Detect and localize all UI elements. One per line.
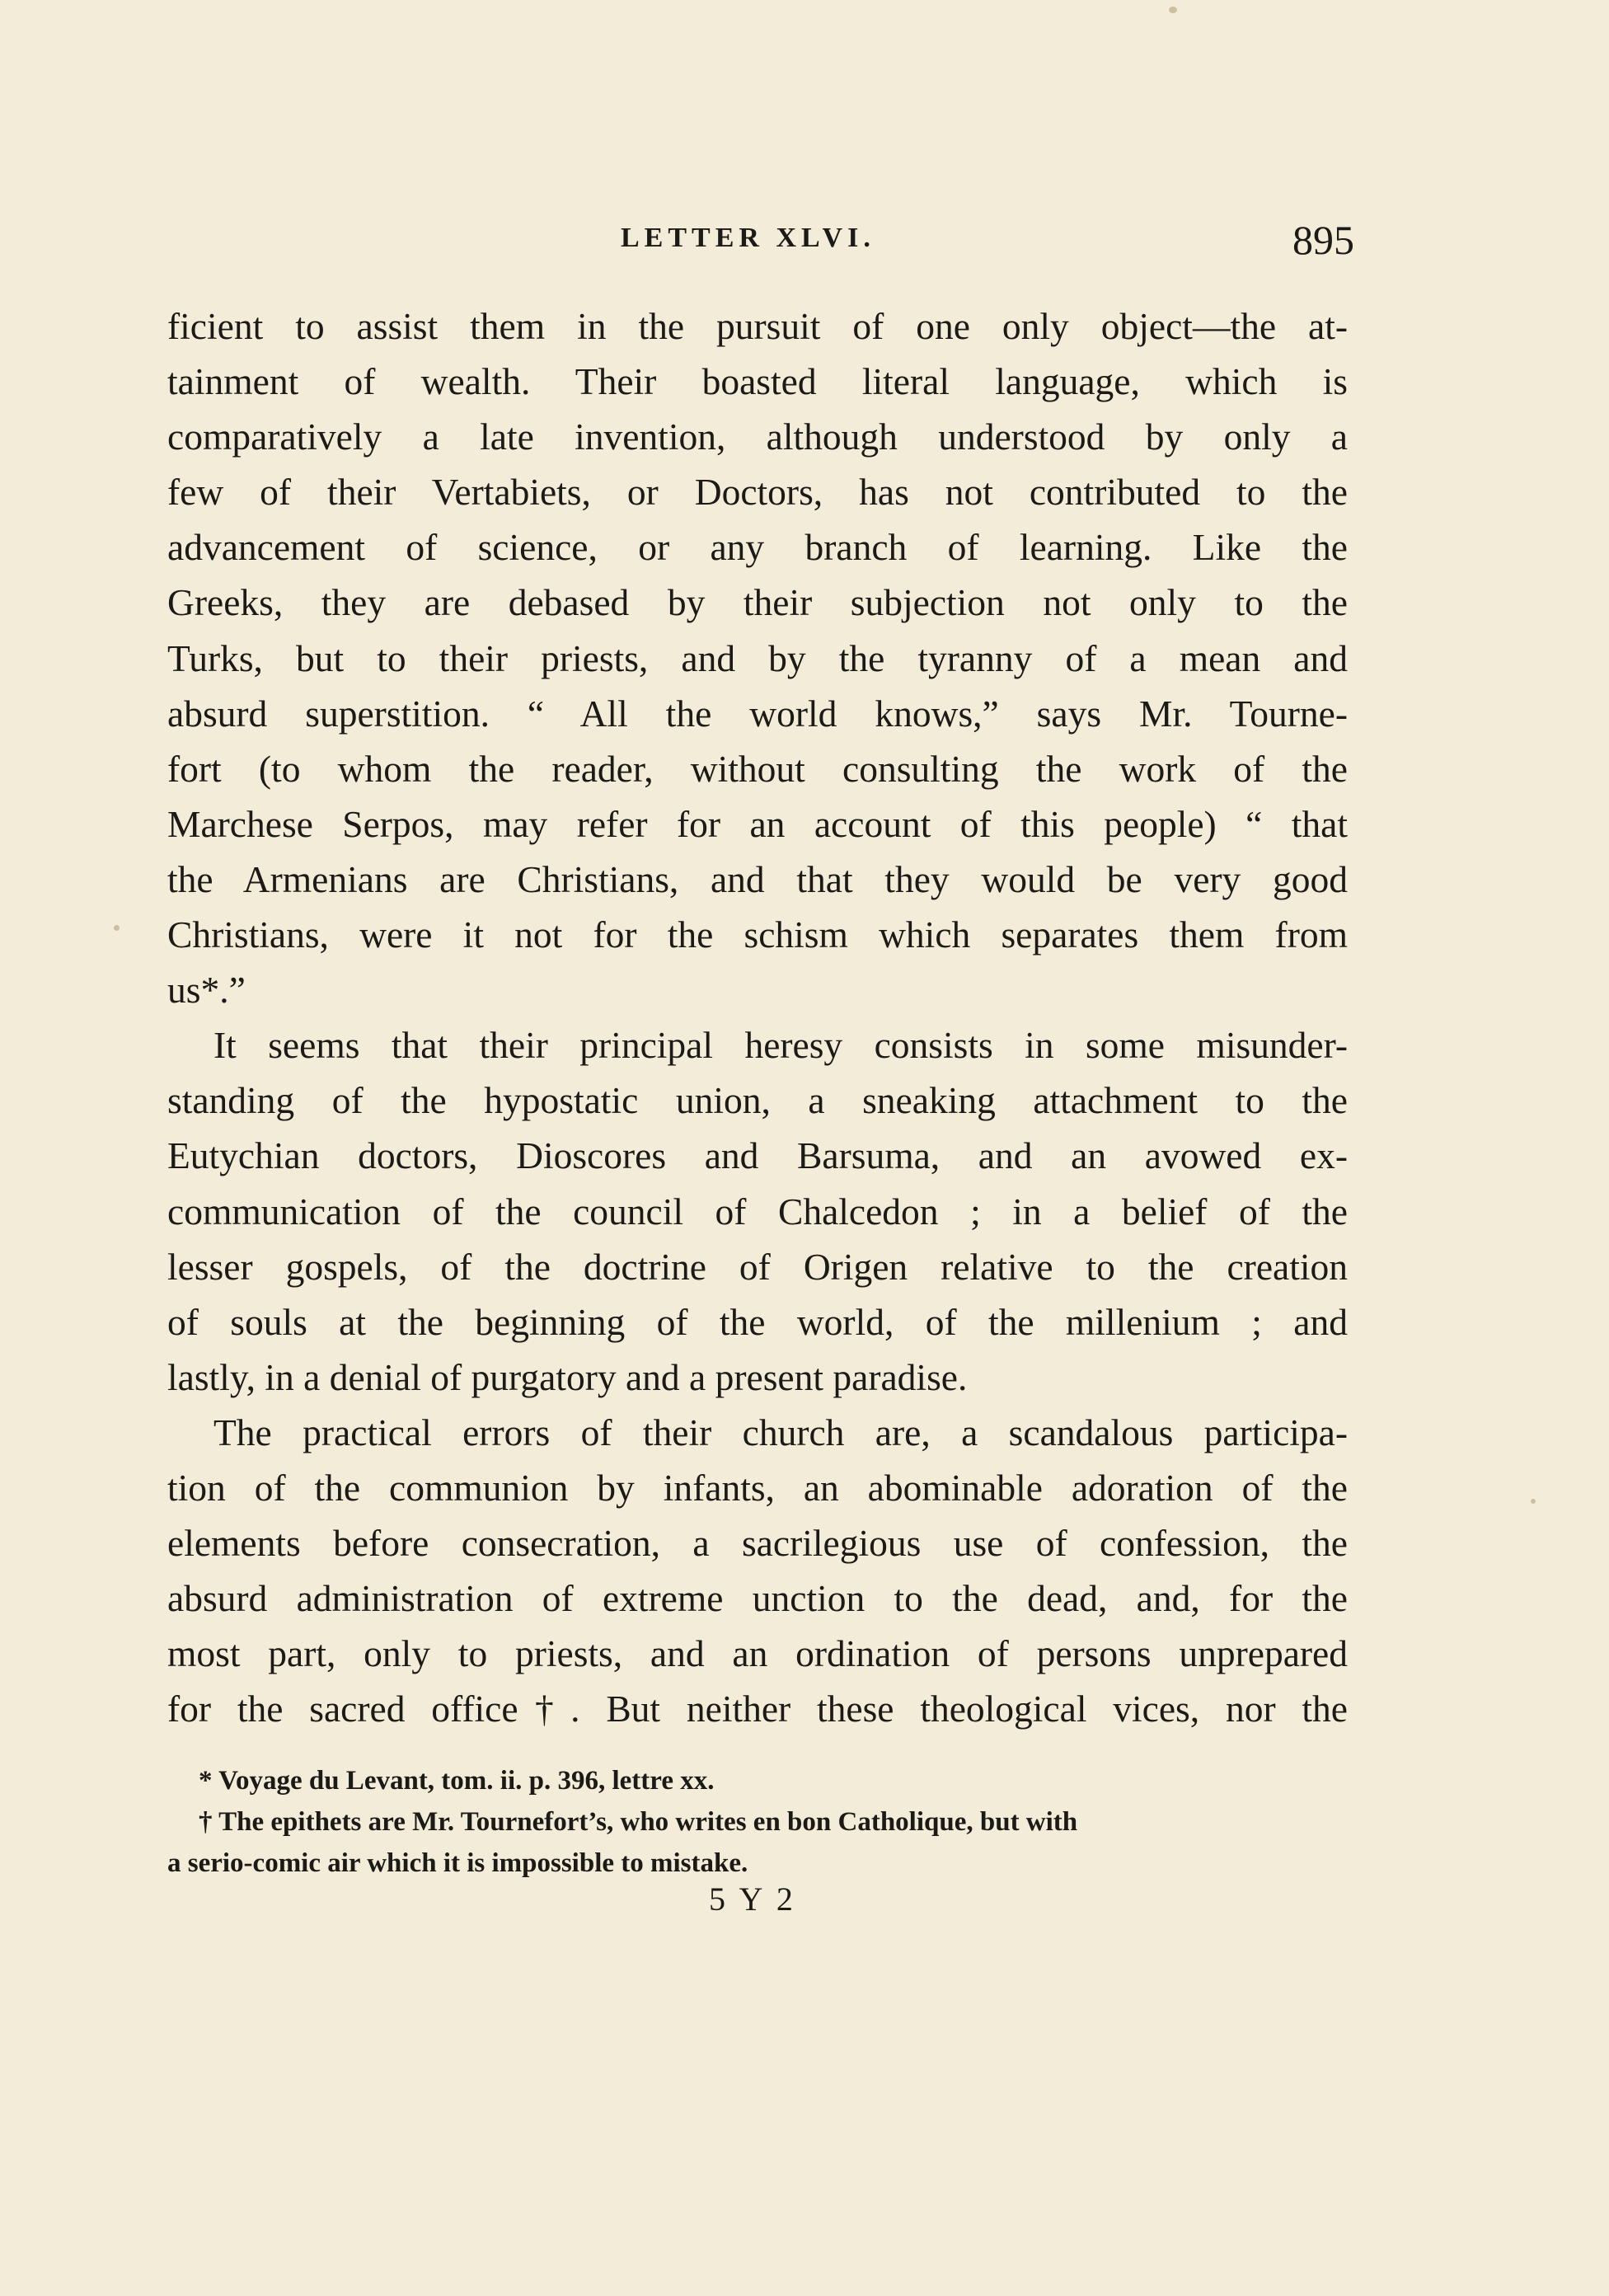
text-line: for the sacred office†. But neither these theological vices, nor the [167,1688,1348,1730]
paper-speck [1531,1499,1536,1504]
footnote-2-line-2: a serio-comic air which it is impossible to mistake. [167,1848,748,1878]
text-line: tainment of wealth. Their boasted literal language, which is [167,360,1348,403]
text-line: of souls at the beginning of the world, of the millenium ; and [167,1300,1348,1343]
text-line: absurd administration of extreme unction to the dead, and, for the [167,1577,1348,1620]
text-line: us*.” [167,969,246,1012]
text-line: absurd superstition. “ All the world knows,” says Mr. Tourne- [167,692,1348,735]
text-line: comparatively a late invention, although understood by only a [167,416,1348,458]
text-line: lastly, in a denial of purgatory and a present paradise. [167,1355,968,1398]
page-header [167,216,1354,265]
text-line: most part, only to priests, and an ordination of persons unprepared [167,1632,1348,1675]
text-line: Eutychian doctors, Dioscores and Barsuma, and an avowed ex- [167,1134,1348,1177]
text-line: Christians, were it not for the schism which separates them from [167,913,1348,956]
text-line: lesser gospels, of the doctrine of Origen relative to the creation [167,1245,1348,1288]
text-line: tion of the communion by infants, an abominable adoration of the [167,1466,1348,1509]
text-line: Greeks, they are debased by their subjection not only to the [167,581,1348,624]
text-line: Turks, but to their priests, and by the tyranny of a mean and [167,636,1348,679]
body-text [167,298,1348,1736]
paper-speck [114,925,120,931]
text-line: elements before consecration, a sacrilegious use of confession, the [167,1522,1348,1565]
text-line: advancement of science, or any branch of learning. Like the [167,526,1348,569]
text-line: Marchese Serpos, may refer for an account of this people) “ that [167,802,1348,845]
text-line: It seems that their principal heresy consists in some misunder- [213,1024,1348,1067]
text-line: standing of the hypostatic union, a sneaking attachment to the [167,1079,1348,1122]
signature-mark: 5 Y 2 [709,1880,796,1918]
text-line: communication of the council of Chalcedon ; in a belief of the [167,1190,1348,1233]
text-line: The practical errors of their church are, a scandalous participa- [213,1411,1348,1453]
footnotes [167,1760,1348,1884]
footnote-2-line-1: † The epithets are Mr. Tournefort’s, who writes en bon Catholique, but with [199,1807,1078,1837]
page-number: 895 [1292,217,1354,263]
running-head: LETTER XLVI. [621,223,875,253]
footnote-1: * Voyage du Levant, tom. ii. p. 396, lettre xx. [199,1766,715,1796]
paper-speck [1169,7,1177,13]
text-line: fort (to whom the reader, without consulting the work of the [167,747,1348,790]
text-line: few of their Vertabiets, or Doctors, has not contributed to the [167,471,1348,514]
text-line: the Armenians are Christians, and that they would be very good [167,857,1348,900]
text-line: ficient to assist them in the pursuit of one only object—the at- [167,305,1348,347]
